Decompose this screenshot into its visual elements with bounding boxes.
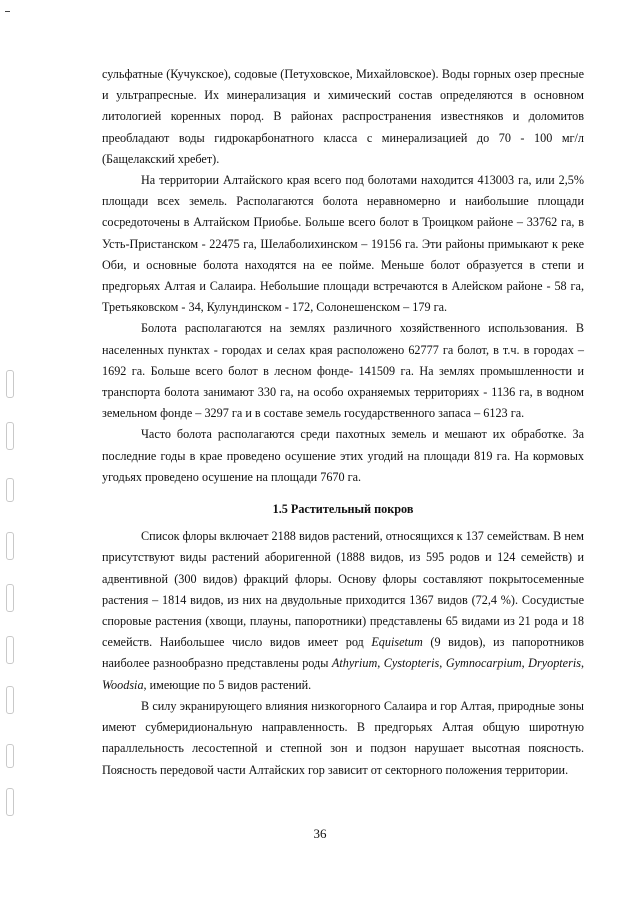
paragraph-swamp-land-use: Болота располагаются на землях различного хозяйственного использования. В населенных пунктах - городах и селах края расположено 62777 га болот, в т.ч. в городах – 1692 га. Больше всего болот в лесном фонде- 141509 га. На землях промышленности и транспорта болота занимают 330 га, на особо охраняемых территориях - 1136 га, в водном земельном фонде – 3297 га и в составе земель государственного запаса – 6123 га. bbox=[102, 321, 584, 421]
binding-mark bbox=[6, 532, 14, 560]
scan-corner-mark bbox=[5, 11, 10, 12]
binding-mark bbox=[6, 744, 14, 768]
binding-mark bbox=[6, 636, 14, 664]
body-text bbox=[102, 64, 584, 781]
paragraph-flora-list bbox=[102, 526, 584, 696]
taxon-name: Cystopteris bbox=[383, 656, 440, 671]
separator: , bbox=[580, 656, 585, 671]
taxon-name: Athyrium bbox=[331, 656, 378, 671]
paragraph-swamp-drainage: Часто болота располагаются среди пахотных земель и мешают их обработке. За последние годы в крае проведено осушение этих угодий на площади 819 га. На кормовых угодьях проведено осушение на площади 7670 га. bbox=[102, 427, 584, 484]
section-heading: 1.5 Растительный покров bbox=[272, 502, 414, 517]
paragraph-swamp-area: На территории Алтайского края всего под болотами находится 413003 га, или 2,5% площади всех земель. Располагаются болота неравномерно и наибольшие площади сосредоточены в Алтайском Приобье. Больше всего болот в Троицком районе – 33762 га, в Усть-Пристанском - 22475 га, Шелаболихинском – 19156 га. Эти районы примыкают к реке Оби, и основные болота находятся на ее пойме. Меньше болот образуется в степи и предгорьях Алтая и Салаира. Небольшие площади встречаются в Алейском районе - 58 га, Третьяковском - 34, Кулундинском - 172, Солонешенском – 179 га. bbox=[102, 173, 584, 315]
flora-text-part: (9 видов), из папоротников наиболее разнообразно представлены роды bbox=[102, 635, 585, 671]
separator: , bbox=[521, 656, 529, 671]
taxon-name: Equisetum bbox=[371, 635, 423, 650]
taxon-name: Dryopteris bbox=[528, 656, 581, 671]
binding-mark bbox=[6, 422, 14, 450]
separator: , bbox=[439, 656, 446, 671]
taxon-name: Gymnocarpium bbox=[445, 656, 522, 671]
page-number: 36 bbox=[313, 826, 327, 841]
separator: , bbox=[377, 656, 384, 671]
paragraph-natural-zones: В силу экранирующего влияния низкогорного Салаира и гор Алтая, природные зоны имеют субмеридиональную направленность. В предгорьях Алтая общую широтную параллельность лесостепной и степной зон и подзон нарушает высотная поясность. Поясность передовой части Алтайских гор зависит от секторного положения территории. bbox=[102, 698, 584, 777]
binding-mark bbox=[6, 370, 14, 398]
binding-mark bbox=[6, 584, 14, 612]
taxon-name: Woodsia bbox=[102, 677, 144, 692]
binding-margin-marks bbox=[0, 360, 20, 820]
binding-mark bbox=[6, 686, 14, 714]
flora-text-part: Список флоры включает 2188 видов растений, относящихся к 137 семействам. В нем присутствуют виды растений аборигенной (1888 видов, из 595 родов и 124 семейств) и адвентивной (300 видов) фракций флоры. Основу флоры составляют покрытосеменные растения – 1814 видов, из них на двудольные приходится 1367 видов (72,4 %). Сосудистые споровые растения (хвощи, плауны, папоротники) представлены 65 видами из 21 рода и 18 семейств. Наибольшее число видов имеет род bbox=[102, 529, 584, 650]
flora-text-part: , имеющие по 5 видов растений. bbox=[143, 677, 312, 692]
binding-mark bbox=[6, 478, 14, 502]
binding-mark bbox=[6, 788, 14, 816]
paragraph-lake-waters: сульфатные (Кучукское), содовые (Петуховское, Михайловское). Воды горных озер пресные и ультрапресные. Их минерализация и химический состав определяются в основном литологией коренных пород. В районах распространения известняков и доломитов преобладают воды гидрокарбонатного класса с минерализацией до 70 - 100 мг/л (Бащелакский хребет). bbox=[102, 67, 584, 166]
